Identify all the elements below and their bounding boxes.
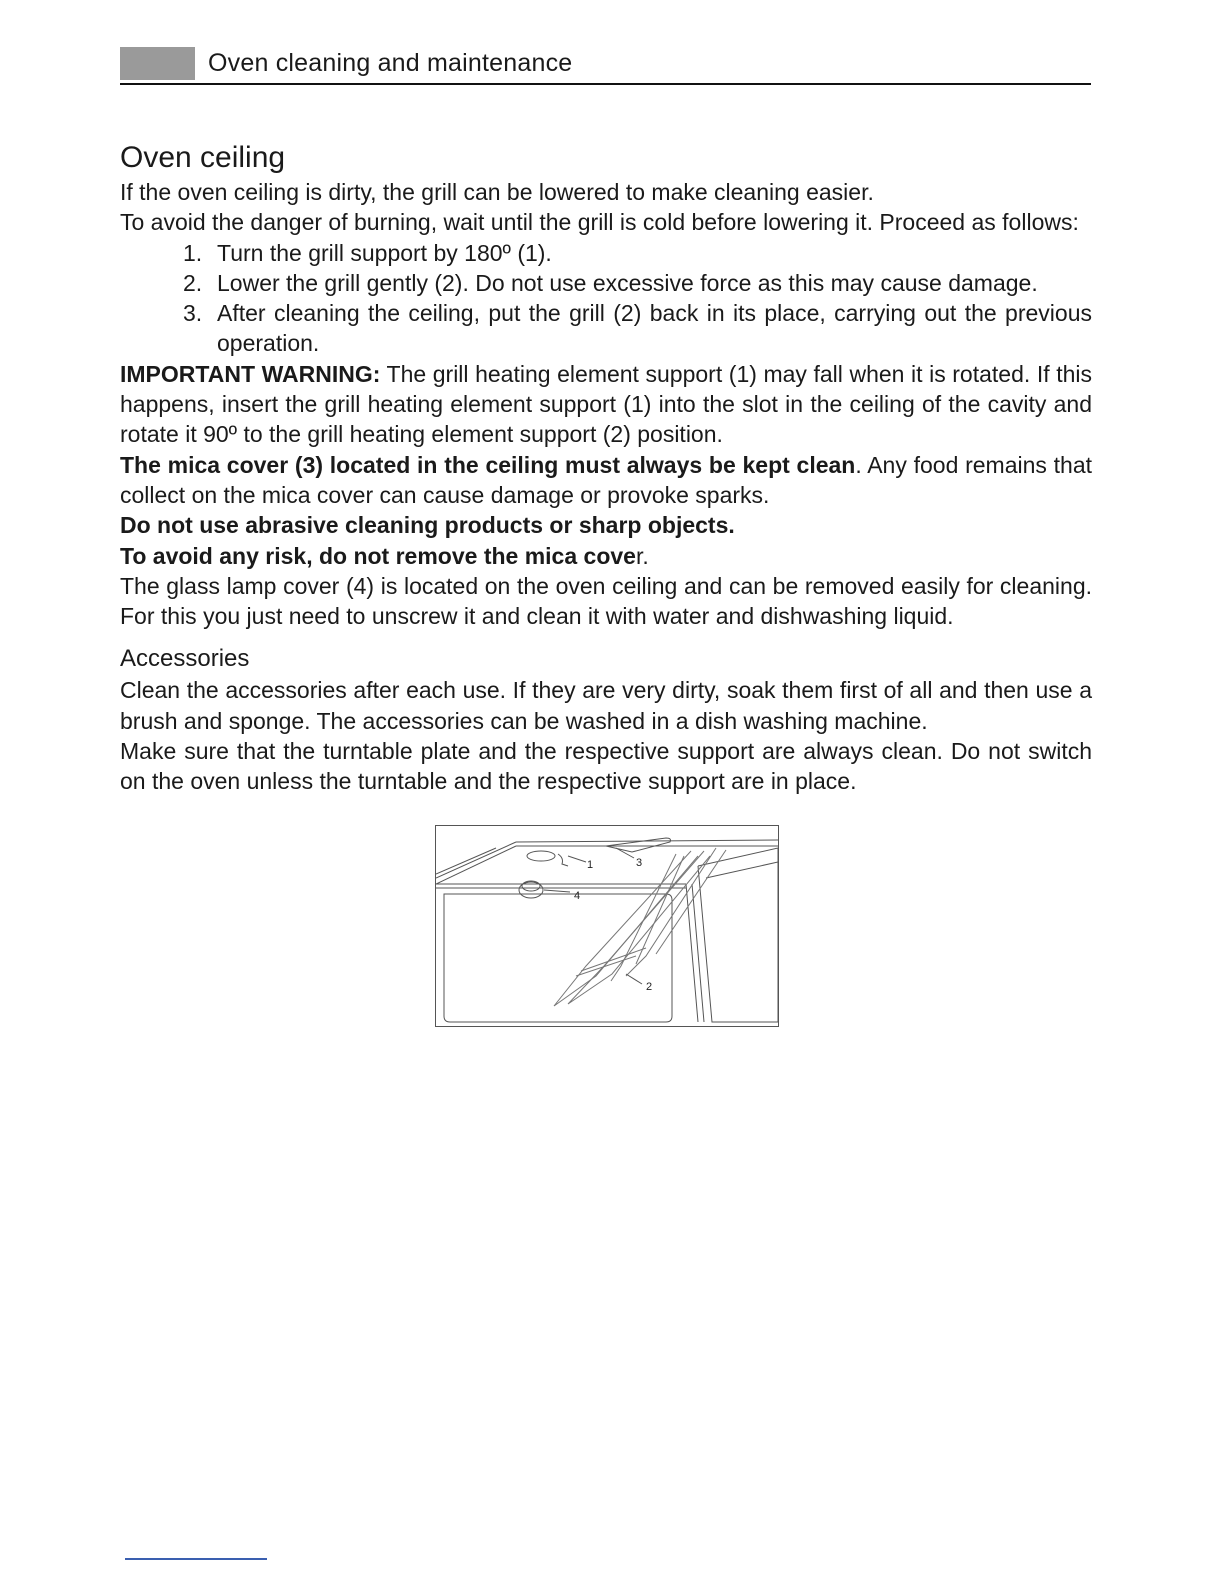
intro-paragraph-1: If the oven ceiling is dirty, the grill can be lowered to make cleaning easier. [120,179,874,205]
step-number: 3. [183,300,203,327]
accessories-paragraph-2: Make sure that the turntable plate and the respective support are always clean. Do not switch on the oven unless the turntable and the respective support are in place. [120,738,1092,795]
step-number: 2. [183,269,203,296]
callout-3: 3 [636,857,643,869]
warning-label: IMPORTANT WARNING: [120,360,381,387]
header-color-block [120,47,195,80]
list-item [183,298,1092,359]
page-header [120,47,1091,85]
mica-bold-text: The mica cover (3) located in the ceiling must always be kept clean [120,451,856,478]
callout-4: 4 [574,890,581,902]
step-number: 1. [183,239,203,266]
warning-text: The grill heating element support (1) may fall when it is rotated. If this happens, insert the grill heating element support (1) into the slot in the ceiling of the cavity and rotate it 90º to the grill heating element support (2) position. [120,360,1092,448]
lamp-cover-note: The glass lamp cover (4) is located on the oven ceiling and can be removed easily for cleaning. For this you just need to unscrew it and clean it with water and dishwashing liquid. [120,572,1092,630]
step-text: After cleaning the ceiling, put the grill (2) back in its place, carrying out the previous operation. [217,300,1092,357]
callout-2: 2 [646,981,653,993]
list-item [183,268,1092,298]
no-remove-tail: r. [635,542,649,569]
mica-text: . Any food remains that collect on the mica cover can cause damage or provoke sparks. [120,451,1093,508]
page-content [120,140,1092,797]
mica-cover-note [120,450,1092,511]
accessories-paragraph-1: Clean the accessories after each use. If they are very dirty, soak them first of all and then use a brush and sponge. The accessories can be washed in a dish washing machine. [120,677,1092,734]
no-abrasive-note: Do not use abrasive cleaning products or sharp objects. [120,512,735,539]
oven-ceiling-title: Oven ceiling [120,141,286,174]
steps-list [120,238,1092,359]
oven-ceiling-diagram [435,825,779,1027]
step-text: Turn the grill support by 180º (1). [217,239,552,266]
list-item [183,238,1092,268]
diagram-svg [436,826,778,1026]
important-warning [120,359,1092,450]
header-title: Oven cleaning and maintenance [208,49,573,77]
footer-divider [125,1558,267,1560]
accessories-title: Accessories [120,645,250,673]
step-text: Lower the grill gently (2). Do not use excessive force as this may cause damage. [217,269,1038,296]
intro-paragraph-2: To avoid the danger of burning, wait until the grill is cold before lowering it. Proceed as follows: [120,209,1079,236]
no-remove-note [120,541,1092,571]
no-remove-bold: To avoid any risk, do not remove the mica cove [120,542,636,569]
callout-1: 1 [587,859,594,871]
